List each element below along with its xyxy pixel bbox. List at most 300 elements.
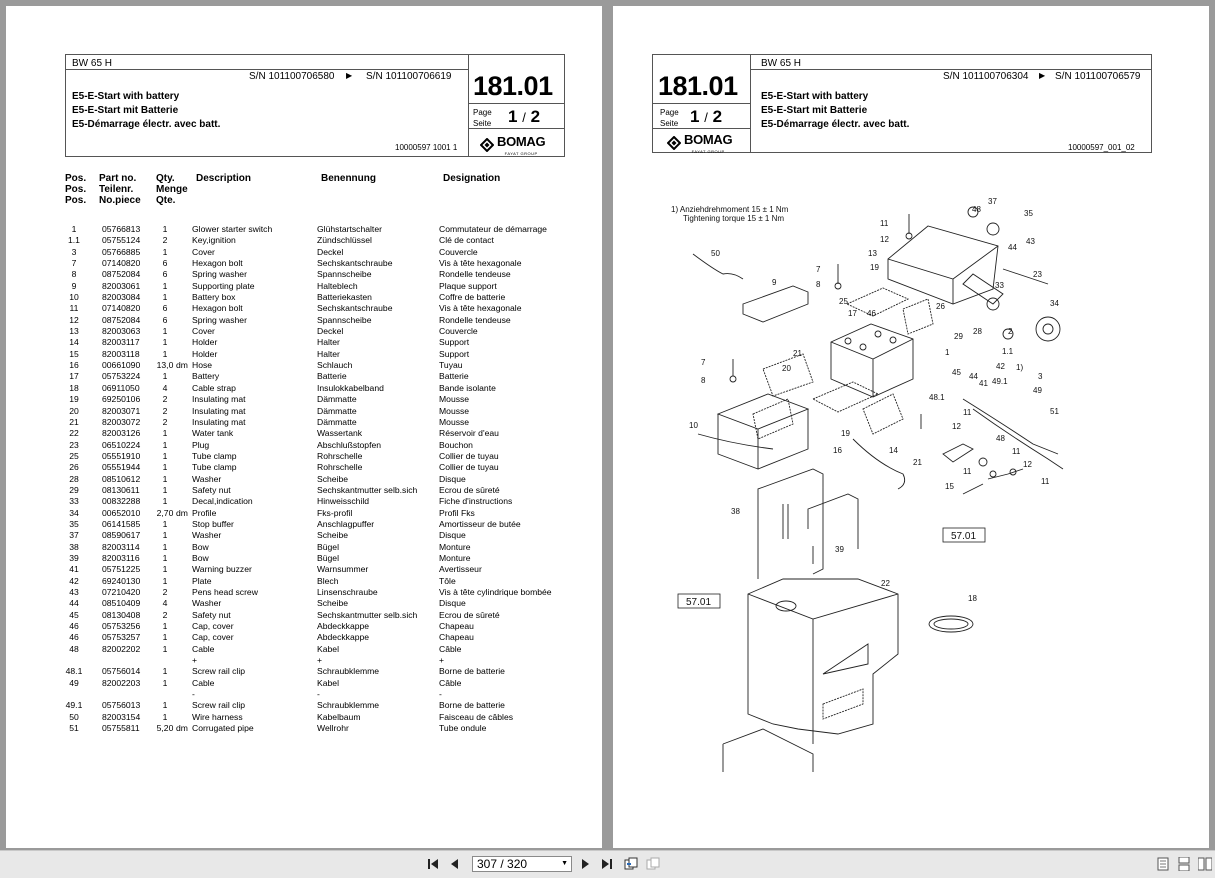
cell-pos: 1.1 [68,235,80,246]
cell-unit [176,496,190,507]
cell-pos: 38 [69,541,79,552]
callout-label: 48 [972,205,981,214]
cell-desc: Pens head screw [192,587,258,597]
cell-pos: 8 [71,269,77,280]
callout-label: 41 [979,379,988,388]
cell-pos: 21 [69,416,79,427]
table-row [62,666,569,677]
table-row [62,462,569,473]
table-row [62,598,569,609]
cell-des: Tôle [439,575,456,586]
cell-pos: 45 [69,609,79,620]
cell-des: Tuyau [439,360,463,371]
arrow-right-icon: ▶ [1039,71,1046,80]
last-page-button[interactable] [600,857,614,871]
cell-pos: 48 [69,643,79,654]
cell-desc: Hexagon bolt [192,258,243,269]
cell-des: Avertisseur [439,564,482,575]
cell-des: Faisceau de câbles [439,711,514,722]
cell-unit [176,281,190,292]
cell-pos: 34 [69,507,79,518]
table-row [62,485,569,496]
title-de: E5-E-Start mit Batterie [761,105,868,116]
cell-qty: 1 [162,484,168,495]
table-row [62,428,569,439]
cell-unit [176,337,190,348]
cell-unit [176,371,190,382]
cell-unit [176,655,190,666]
cell-ben: Fks-profil [317,507,353,518]
cell-des: Batterie [439,371,469,382]
cell-unit [176,269,190,280]
cell-ben: Halter [317,337,340,348]
cell-des: Clé de contact [439,235,494,246]
cell-desc: Washer [192,473,222,484]
diagram-note-1: 1) Anziehdrehmoment 15 ± 1 Nm [671,205,789,214]
title-de: E5-E-Start mit Batterie [72,105,179,116]
cell-ben: + [317,655,323,666]
callout-label: 25 [839,297,848,306]
cell-qty: 1 [162,677,168,688]
cell-unit [176,564,190,575]
cell-qty: 2 [162,416,168,427]
cell-qty: 2 [162,394,168,405]
callout-label: 1 [945,348,950,357]
document-id: 10000597 1001 1 [395,143,458,152]
single-page-view-button[interactable] [1156,857,1170,871]
first-page-icon [427,858,439,870]
callout-label: 34 [1050,299,1059,308]
cell-des: Monture [439,552,471,563]
callout-label: 3 [1038,372,1043,381]
cell-pos: 26 [69,462,79,473]
cell-des: Couvercle [439,246,478,257]
dropdown-arrow-icon: ▼ [561,860,568,867]
cell-qty: 2,70 [156,507,174,518]
parts-table [62,224,569,734]
cell-ben: Abdeckkappe [317,632,370,643]
table-row [62,371,569,382]
table-row [62,269,569,280]
cell-desc: Cable [192,643,215,654]
cell-part: 05753257 [102,632,141,643]
callout-label: 7 [816,265,821,274]
cell-des: Câble [439,677,462,688]
col-header-benennung: Benennung [321,173,376,184]
cell-part: 05756014 [102,666,141,677]
col-header-part: Part no. Teilenr. No.piece [99,173,141,206]
cell-pos: 18 [69,382,79,393]
callout-label: 17 [848,309,857,318]
cell-unit [176,292,190,303]
left-page [6,6,602,848]
group-number: 181.01 [658,71,738,101]
table-row [62,315,569,326]
cell-qty: 5,20 [156,723,174,734]
title-fr: E5-Démarrage électr. avec batt. [761,119,910,130]
table-row [62,303,569,314]
page-header [65,54,565,157]
cell-des: Bouchon [439,439,473,450]
callout-label: 43 [1026,237,1035,246]
battery-drawing [831,324,913,397]
table-row [62,542,569,553]
callout-label: 11 [963,408,972,417]
bomag-diamond-icon [667,136,681,150]
cell-unit [176,303,190,314]
cell-pos: 39 [69,552,79,563]
cell-desc: Holder [192,348,218,359]
cell-part [86,689,154,700]
callout-label: 21 [793,349,802,358]
callout-label: 22 [881,579,890,588]
page-number-input[interactable]: 307 / 320 ▼ [472,856,572,872]
table-row [62,451,569,462]
callout-label: 12 [952,422,961,431]
table-row [62,655,569,666]
callout-label: 20 [782,364,791,373]
cell-qty: 1 [162,462,168,473]
cell-unit [176,485,190,496]
cell-pos: 11 [69,303,79,314]
battery-box-drawing [718,394,808,429]
callout-label: 12 [880,235,889,244]
document-id: 10000597_001_02 [1068,143,1135,152]
cell-part: 05753224 [102,371,141,382]
cell-pos: 28 [69,473,79,484]
cell-qty [154,655,176,666]
callout-label: 45 [952,368,961,377]
continuous-view-button[interactable] [1177,857,1191,871]
cell-des: Disque [439,530,466,541]
cell-part: 69250106 [102,394,141,405]
col-header-designation: Designation [443,173,501,184]
cell-ben: Schraubklemme [317,700,380,711]
cell-unit [176,462,190,473]
cell-desc: Hose [192,360,213,371]
cell-desc: Warning buzzer [192,564,252,575]
callout-label: 2 [1008,327,1013,336]
table-row [62,247,569,258]
cell-des: Support [439,337,470,348]
cell-des: Rondelle tendeuse [439,269,511,280]
last-page-icon [601,858,613,870]
single-page-icon [1157,857,1169,871]
diagram-callouts [689,197,1059,603]
table-row [62,258,569,269]
cell-ben: Schraubklemme [317,666,380,677]
cell-ben: Spannscheibe [317,314,372,325]
callout-label: 14 [889,446,898,455]
cell-qty: 1 [162,564,168,575]
cell-part: 05755811 [102,723,140,734]
callout-label: 8 [816,280,821,289]
table-row [62,417,569,428]
cell-part: 07140820 [102,303,141,314]
cell-qty: 1 [162,439,168,450]
cell-part: 08130408 [102,609,141,620]
previous-page-icon [449,858,461,870]
callout-label: 23 [1033,270,1042,279]
page-label: Page Seite [473,108,492,128]
cell-unit [176,224,190,235]
bomag-diamond-icon [480,138,494,152]
cell-ben: Sechskantschraube [317,258,393,269]
cell-unit [176,394,190,405]
callout-label: 13 [868,249,877,258]
table-row [62,474,569,485]
cell-desc: Insulating mat [192,416,246,427]
cell-des: Ecrou de sûreté [439,609,500,620]
cell-qty: 1 [162,348,168,359]
cell-ben: Deckel [317,246,344,257]
serial-to: S/N 101100706619 [366,71,452,82]
title-en: E5-E-Start with battery [72,91,180,102]
cell-des: Plaque support [439,280,497,291]
right-page [613,6,1209,848]
cell-ben: Insulokkabelband [317,382,384,393]
cell-desc: Battery box [192,292,236,303]
cell-des: Borne de batterie [439,700,505,711]
cell-unit [176,428,190,439]
table-row [62,700,569,711]
cell-pos: 48.1 [65,666,83,677]
cell-pos: 49.1 [65,700,83,711]
cell-des: Borne de batterie [439,666,505,677]
cell-qty: 1 [162,575,168,586]
cell-qty: 1 [162,450,168,461]
cell-desc: Insulating mat [192,405,246,416]
forward-view-icon [646,857,660,871]
cell-pos: 46 [69,632,79,643]
table-row [62,519,569,530]
cell-unit [176,474,190,485]
cover-drawing [888,226,998,304]
cell-ben: Halter [317,348,340,359]
cell-des: Amortisseur de butée [439,518,521,529]
cell-part: 82003154 [102,711,141,722]
cell-qty: 1 [162,496,168,507]
page-header [652,54,1152,153]
cell-ben: Abdeckkappe [317,621,370,632]
cell-part: 08752084 [102,269,141,280]
cell-part: 06911050 [102,382,140,393]
cell-part: 82003063 [102,326,141,337]
page-label: Page Seite [660,108,679,128]
cell-qty: 1 [162,666,168,677]
cell-ben: Warnsummer [317,564,369,575]
table-row [62,689,569,700]
cell-unit [176,258,190,269]
cell-qty: 1 [162,552,168,563]
cell-desc: Plug [192,439,210,450]
callout-label: 19 [870,263,879,272]
cell-ben: Dämmatte [317,416,357,427]
cell-ben: - [317,689,320,700]
cell-des: Disque [439,473,466,484]
cell-pos: 43 [69,587,79,597]
cell-unit [176,700,190,711]
table-row [62,678,569,689]
cell-pos: 22 [69,428,79,439]
cell-desc: Battery [192,371,220,382]
cell-pos: 25 [69,450,79,461]
table-row [62,712,569,723]
cell-desc: Washer [192,530,222,541]
cell-desc: Profile [192,507,217,518]
table-row [62,406,569,417]
cell-ben: Bügel [317,552,339,563]
cell-pos: 49 [69,677,79,688]
cell-unit [176,610,190,621]
callout-label: 21 [913,458,922,467]
two-page-view-button[interactable] [1198,857,1212,871]
cell-part: 82003084 [102,292,141,303]
cell-qty: 4 [162,382,168,393]
cell-unit: dm [176,723,188,734]
cell-unit [176,417,190,428]
callout-label: 37 [988,197,997,206]
cell-part: 08510409 [102,598,141,609]
cell-part: 05551910 [102,450,141,461]
cell-ben: Batteriekasten [317,292,372,303]
cell-pos: 46 [69,621,79,632]
callout-label: 8 [701,376,706,385]
callout-label: 48 [996,434,1005,443]
cell-ben: Schlauch [317,360,353,371]
table-row [62,587,569,598]
callout-label: 50 [711,249,720,258]
cell-pos: 19 [69,394,79,405]
cell-des: Coffre de batterie [439,292,506,303]
cell-part: 08590617 [102,530,141,541]
cell-qty: 1 [162,530,168,541]
cell-ben: Spannscheibe [317,269,372,280]
viewer-toolbar [0,850,1215,878]
cell-pos: 10 [69,292,79,303]
cell-desc: Cap, cover [192,632,234,643]
cell-ben: Bügel [317,541,339,552]
cell-pos: 35 [69,518,79,529]
cell-unit [176,632,190,643]
cell-part: 06141585 [102,518,141,529]
cell-ben: Blech [317,575,339,586]
cell-des: Tube ondule [439,723,487,734]
callout-label: 11 [1041,477,1050,486]
callout-label: 42 [996,362,1005,371]
cell-des: Chapeau [439,632,474,643]
cell-pos: 37 [69,530,79,541]
table-row [62,326,569,337]
cell-des: - [439,689,442,700]
callout-label: 29 [954,332,963,341]
cell-qty: 1 [162,337,168,348]
cell-desc: Cable [192,677,215,688]
callout-label: 11 [1012,447,1021,456]
cell-qty: 6 [162,303,168,314]
cell-ben: Wellrohr [317,723,349,734]
callout-label: 12 [1023,460,1032,469]
cell-unit: dm [176,507,188,518]
cell-unit [176,315,190,326]
cell-qty: 1 [162,280,168,291]
cell-part: 82003072 [102,416,141,427]
cell-ben: Rohrschelle [317,450,363,461]
cell-part: 82003116 [102,552,140,563]
cell-des: Bande isolante [439,382,496,393]
cell-qty: 1 [162,428,168,439]
table-row [62,360,569,371]
cell-desc: Corrugated pipe [192,723,254,734]
table-row [62,610,569,621]
cell-unit [176,587,190,598]
cell-qty: 2 [162,609,168,620]
first-page-button[interactable] [426,857,440,871]
cell-ben: Halteblech [317,280,358,291]
callout-label: 33 [995,281,1004,290]
col-header-pos: Pos. Pos. Pos. [65,173,87,206]
cell-pos: 17 [69,371,79,382]
go-forward-view-button[interactable] [646,857,660,871]
cell-des: Monture [439,541,471,552]
cell-ben: Hinweisschild [317,496,370,507]
callout-label: 35 [1024,209,1033,218]
cell-unit [176,553,190,564]
cell-desc: Wire harness [192,711,243,722]
cell-qty: 13,0 [156,360,174,371]
callout-label: 46 [867,309,876,318]
cell-part: 05551944 [102,462,141,473]
cell-part: 05755124 [102,235,141,246]
serial-from: S/N 101100706304 [943,71,1029,82]
previous-page-button[interactable] [448,857,462,871]
table-row [62,337,569,348]
callout-label: 9 [772,278,777,287]
cell-des: Profil Fks [439,507,475,518]
cell-des: Couvercle [439,326,478,337]
cell-unit [176,598,190,609]
cell-desc: Bow [192,541,209,552]
cell-pos: 15 [69,348,79,359]
cell-qty: 1 [162,224,168,234]
cell-part: 82003061 [102,280,141,291]
cell-des: Collier de tuyau [439,450,499,461]
cell-desc: Washer [192,598,222,609]
cell-qty: 6 [162,269,168,280]
cell-unit [176,440,190,451]
callout-label: 28 [973,327,982,336]
cell-part: 00661090 [102,360,141,371]
cell-desc: Spring washer [192,314,247,325]
cell-unit [176,689,190,700]
cell-part: 05751225 [102,564,141,575]
go-back-view-button[interactable] [624,857,638,871]
next-page-button[interactable] [578,857,592,871]
callout-label: 38 [731,507,740,516]
cell-unit [176,235,190,246]
callout-label: 1) [1016,363,1024,372]
cell-unit [176,644,190,655]
cell-ben: Deckel [317,326,344,337]
cell-qty: 6 [162,314,168,325]
cell-des: Mousse [439,394,470,405]
cell-des: Disque [439,598,466,609]
table-row [62,530,569,541]
title-en: E5-E-Start with battery [761,91,869,102]
cell-part: 82002203 [102,677,141,688]
cell-ben: Kabel [317,677,339,688]
continuous-page-icon [1178,857,1190,871]
